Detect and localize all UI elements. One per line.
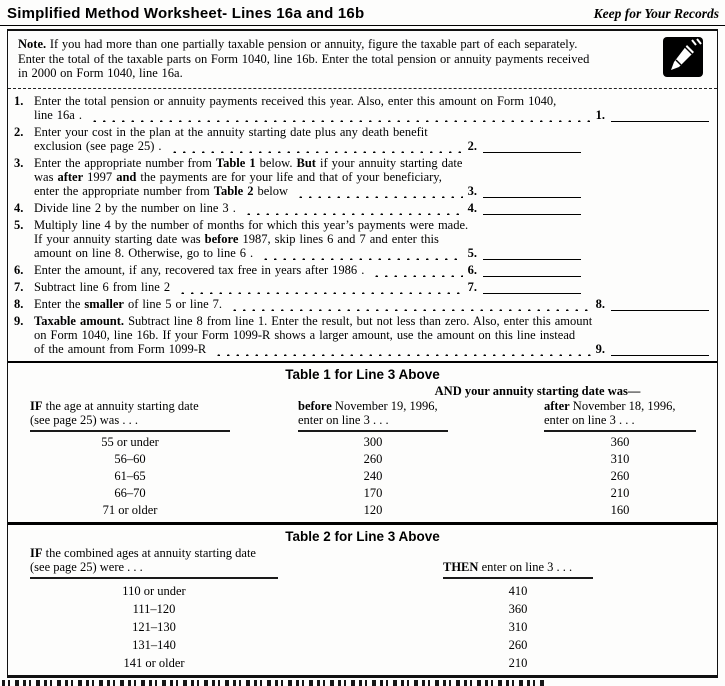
table-1-rows — [8, 434, 717, 519]
table-row — [8, 468, 717, 485]
dot-leader — [258, 247, 462, 260]
line-5-text: Multiply line 4 by the number of months for which this year’s payments were made. If your annuity starting date was before 1987, skip lines 6 and 7 and enter this — [34, 217, 469, 246]
table-2-header-row — [8, 546, 717, 579]
then-value: 310 — [508, 619, 528, 634]
worksheet-box — [7, 29, 718, 678]
age-cell: 56–60 — [114, 451, 146, 466]
line-3-text-last: enter the appropriate number from Table 2 below — [34, 183, 289, 198]
cutoff-text-tops — [2, 680, 547, 686]
line-1-entry-number: 1. — [595, 107, 605, 122]
page-title: Simplified Method Worksheet- Lines 16a and 16b — [7, 5, 365, 22]
table-row — [8, 451, 717, 468]
section-divider — [8, 361, 717, 363]
line-8-text-last: Enter the smaller of line 5 or line 7. — [34, 296, 223, 311]
line-4-entry-number: 4. — [467, 200, 477, 215]
note-section — [8, 31, 717, 89]
worksheet-line-3 — [14, 156, 709, 198]
line-3-entry-number: 3. — [467, 183, 477, 198]
before-value: 240 — [363, 468, 383, 483]
line-8-number: 8. — [14, 296, 24, 311]
worksheet-line-9 — [14, 314, 709, 356]
dot-leader — [167, 140, 463, 153]
dot-leader — [211, 343, 590, 356]
line-7-entry-blank[interactable] — [483, 281, 581, 294]
before-value: 300 — [363, 434, 383, 449]
table-row — [8, 654, 717, 672]
combined-ages-cell: 111–120 — [132, 601, 176, 616]
line-4-number: 4. — [14, 200, 24, 215]
table-row — [8, 600, 717, 618]
dot-leader — [293, 185, 463, 198]
table-2-col2-header: THEN enter on line 3 . . . — [443, 560, 593, 579]
table-1 — [8, 368, 717, 519]
line-9-entry-number: 9. — [595, 341, 605, 356]
line-2-entry-number: 2. — [467, 138, 477, 153]
line-1-number: 1. — [14, 93, 24, 108]
age-cell: 61–65 — [114, 468, 146, 483]
line-2-entry-blank[interactable] — [483, 140, 581, 153]
table-row — [8, 582, 717, 600]
before-value: 260 — [363, 451, 383, 466]
table-2-title: Table 2 for Line 3 Above — [285, 528, 440, 544]
line-6-number: 6. — [14, 262, 24, 277]
line-6-entry-number: 6. — [467, 262, 477, 277]
line-1-entry-blank[interactable] — [611, 109, 709, 122]
worksheet-line-2 — [14, 125, 709, 153]
table-1-header-row — [8, 399, 717, 432]
dot-leader — [241, 202, 463, 215]
after-value: 360 — [610, 434, 630, 449]
after-value: 160 — [610, 502, 630, 517]
worksheet-line-7 — [14, 280, 709, 294]
table-1-title: Table 1 for Line 3 Above — [285, 366, 440, 382]
table-row — [8, 502, 717, 519]
worksheet-lines — [8, 89, 717, 361]
table-1-col3-header: after November 18, 1996, enter on line 3 . . . — [544, 399, 696, 432]
note-text: Note. If you had more than one partially taxable pension or annuity, figure the taxable part of each separately. Enter the total of the taxable parts on Form 1040, line 16b. Enter the total pension or annuity payments received in 2000 on Form 1040, line 16a. — [18, 37, 590, 80]
line-8-entry-blank[interactable] — [611, 298, 709, 311]
line-4-entry-blank[interactable] — [483, 202, 581, 215]
table-1-span-header: AND your annuity starting date was— — [434, 383, 641, 398]
line-2-number: 2. — [14, 124, 24, 139]
line-3-text: Enter the appropriate number from Table 1 below. But if your annuity starting date was after 1997 and the payments are for your life and that of your beneficiary, — [34, 155, 463, 184]
line-9-text-last: of the amount from Form 1099-R — [34, 341, 207, 356]
line-9-entry-blank[interactable] — [611, 343, 709, 356]
line-7-entry-number: 7. — [467, 279, 477, 294]
table-row — [8, 485, 717, 502]
worksheet-line-5 — [14, 218, 709, 260]
title-bar — [0, 0, 725, 26]
age-cell: 66–70 — [114, 485, 146, 500]
before-value: 170 — [363, 485, 383, 500]
table-row — [8, 434, 717, 451]
age-cell: 55 or under — [101, 434, 159, 449]
worksheet-line-6 — [14, 263, 709, 277]
combined-ages-cell: 110 or under — [122, 583, 186, 598]
line-2-text: Enter your cost in the plan at the annuity starting date plus any death benefit — [34, 124, 428, 139]
line-2-text-last: exclusion (see page 25) . — [34, 138, 162, 153]
keep-for-your-records-label: Keep for Your Records — [593, 6, 719, 21]
line-5-number: 5. — [14, 217, 24, 232]
line-3-number: 3. — [14, 155, 24, 170]
table-2-rows — [8, 582, 717, 675]
table-row — [8, 618, 717, 636]
line-4-text-last: Divide line 2 by the number on line 3 . — [34, 200, 236, 215]
line-9-text: Taxable amount. Subtract line 8 from line 1. Enter the result, but not less than zero. Also, enter this amount on Form 1040, line 16b. If your Form 1099-R shows a larger amount, use the amount on this line instead — [34, 313, 593, 342]
before-value: 120 — [363, 502, 383, 517]
combined-ages-cell: 121–130 — [132, 619, 176, 634]
line-6-text-last: Enter the amount, if any, recovered tax free in years after 1986 . — [34, 262, 365, 277]
section-divider — [8, 522, 717, 525]
line-1-text: Enter the total pension or annuity payments received this year. Also, enter this amount on Form 1040, — [34, 93, 557, 108]
worksheet-line-8 — [14, 297, 709, 311]
table-row — [8, 636, 717, 654]
after-value: 310 — [610, 451, 630, 466]
then-value: 360 — [508, 601, 528, 616]
dot-leader — [175, 281, 463, 294]
line-9-number: 9. — [14, 313, 24, 328]
dot-leader — [87, 109, 591, 122]
worksheet-line-1 — [14, 94, 709, 122]
line-7-number: 7. — [14, 279, 24, 294]
line-8-entry-number: 8. — [595, 296, 605, 311]
line-5-text-last: amount on line 8. Otherwise, go to line 6 . — [34, 245, 254, 260]
pencil-icon — [662, 36, 704, 78]
then-value: 410 — [508, 583, 528, 598]
worksheet-line-4 — [14, 201, 709, 215]
table-2 — [8, 530, 717, 675]
line-7-text-last: Subtract line 6 from line 2 — [34, 279, 171, 294]
table-1-col1-header: IF the age at annuity starting date (see page 25) was . . . — [30, 399, 230, 432]
line-6-entry-blank[interactable] — [483, 264, 581, 277]
after-value: 260 — [610, 468, 630, 483]
table-2-col1-header: IF the combined ages at annuity starting date (see page 25) were . . . — [30, 546, 278, 579]
after-value: 210 — [610, 485, 630, 500]
line-1-text-last: line 16a . — [34, 107, 82, 122]
line-3-entry-blank[interactable] — [483, 185, 581, 198]
dot-leader — [369, 264, 462, 277]
then-value: 260 — [508, 637, 528, 652]
combined-ages-cell: 141 or older — [123, 655, 185, 670]
line-5-entry-number: 5. — [467, 245, 477, 260]
line-5-entry-blank[interactable] — [483, 247, 581, 260]
table-1-col2-header: before November 19, 1996, enter on line 3 . . . — [298, 399, 448, 432]
age-cell: 71 or older — [102, 502, 158, 517]
dot-leader — [227, 298, 591, 311]
combined-ages-cell: 131–140 — [132, 637, 176, 652]
then-value: 210 — [508, 655, 528, 670]
